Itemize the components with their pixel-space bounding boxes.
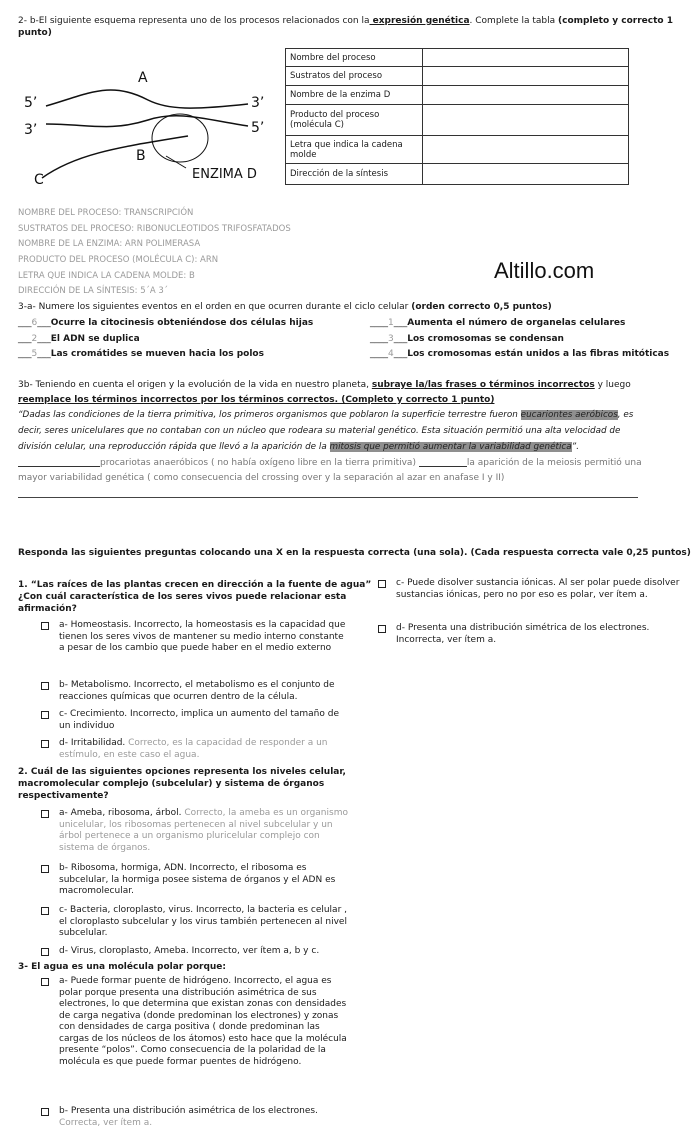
q2-text: 2. Cuál de las siguientes opciones representa los niveles celular, [18,767,346,777]
option-text: Incorrecto, la homeostasis es la capacidad que tienen los seres vivos de mantener su medio interno constante a pesar de los cambio que puede haber en el medio externo [59,620,346,653]
q3-text: 3- El agua es una molécula polar porque: [18,962,226,972]
table-row [286,164,629,185]
checkbox-icon[interactable] [41,740,49,748]
table-row [286,136,629,164]
label-enzima-d: ENZIMA D [192,167,257,182]
q3b-heading [18,380,631,391]
q3a-heading [18,302,552,313]
table-row-label: Nombre de la enzima D [286,86,423,105]
q3b-answer-2: la aparición de la meiosis permitió una [466,458,642,468]
q1-text2: ¿Con cuál característica de los seres vivos puede relacionar esta [18,592,347,602]
q3a-heading-points: (orden correcto 0,5 puntos) [411,302,552,312]
label-a: A [138,70,148,86]
option-text: Incorrecto, ver ítem a, b y c. [188,946,320,956]
checkbox-icon[interactable] [41,978,49,986]
q3a-item[interactable]: ____1___Aumenta el número de organelas celulares [370,318,626,328]
checkbox-icon[interactable] [41,810,49,818]
q3b-p1-end: , es [617,410,634,420]
checkbox-icon[interactable] [41,622,49,630]
q3a-item-number: 2 [31,334,38,344]
option-label: d- Irritabilidad. [59,738,126,748]
q2-option-c[interactable] [59,905,349,940]
q2b-heading [18,16,673,27]
table-row-label: Producto del proceso (molécula C) [286,105,423,136]
q3b-paragraph-line1 [18,410,633,421]
table-row [286,49,629,67]
option-text: Correcta, ver ítem a. [59,1117,153,1128]
q2-option-b[interactable] [59,863,349,898]
q2-text3: respectivamente? [18,791,109,801]
answer-line: NOMBRE DE LA ENZIMA: ARN POLIMERASA [18,239,201,249]
q1-option-a[interactable] [59,620,349,655]
q3a-item[interactable]: ____4___Los cromosomas están unidos a las fibras mitóticas [370,349,670,359]
option-text: Correcto, la ameba es un organismo unicelular, los ribosomas pertenecen al nivel subcelular y un árbol pertenece a un organismo pluricelular complejo con sistema de órganos. [59,808,348,853]
q2b-heading-link: expresión genética [369,16,470,26]
option-label: d- [396,623,408,633]
q3b-answer-3: mayor variabilidad genética ( como consecuencia del crossing over y la separación al azar en anafase I y II) [18,473,505,483]
label-3-left: 3’ [24,122,38,138]
label-3-right: 3’ [251,95,265,111]
answer-line: DIRECCIÓN DE LA SÍNTESIS: 5´A 3´ [18,286,169,296]
checkbox-icon[interactable] [41,1108,49,1116]
q1-option-c[interactable] [59,709,349,732]
q3b-answer-line[interactable] [18,458,642,469]
option-label: b- Ribosoma, hormiga, ADN. [59,863,187,873]
table-answer-cell[interactable] [423,49,629,67]
q3a-item[interactable]: ___6___Ocurre la citocinesis obteniéndose dos células hijas [18,318,314,328]
option-label: d- Virus, cloroplasto, Ameba. [59,946,189,956]
table-answer-cell[interactable] [423,86,629,105]
q3a-item[interactable]: ____3___Los cromosomas se condensan [370,334,564,344]
option-text: Incorrecto, el metabolismo es el conjunto de reacciones químicas que ocurren dentro de la célula. [59,680,335,702]
option-label: a- Puede formar puente de hidrógeno. [59,976,232,986]
q2b-heading-points: (completo y correcto 1 [558,16,673,26]
table-row [286,86,629,105]
table-row [286,105,629,136]
answer-line: PRODUCTO DEL PROCESO (MOLÉCULA C): ARN [18,255,219,265]
q3a-item-number: 5 [31,349,38,359]
highlight-mitosis: mitosis que permitió aumentar la variabilidad genética [329,442,572,452]
table-row-label: Sustratos del proceso [286,67,423,86]
transcription-diagram [18,60,280,190]
q2-option-a[interactable] [59,808,349,854]
q3b-p1-text: “Dadas las condiciones de la tierra primitiva, los primeros organismos que poblaron la superficie terrestre fueron [18,410,521,420]
option-text: Incorrecto, implica un aumento del tamaño de un individuo [59,709,339,731]
q3b-p3-text: división celular, una reproducción rápida que llevó a la aparición de la [18,442,330,452]
q1-text3: afirmación? [18,604,77,614]
q2b-heading-text: 2- b-El siguiente esquema representa uno de los procesos relacionados con la [18,16,370,26]
label-5-left: 5’ [24,95,38,111]
q3a-item-text: Las cromátides se mueven hacia los polos [50,349,264,359]
divider [18,497,638,498]
right-option-d[interactable] [396,623,686,646]
right-option-c[interactable] [396,578,686,601]
checkbox-icon[interactable] [41,948,49,956]
table-row [286,67,629,86]
q3b-p3-end: ”. [571,442,580,452]
option-label: c- Bacteria, cloroplasto, virus. [59,905,194,915]
mc-heading: Responda las siguientes preguntas colocando una X en la respuesta correcta (una sola). (Cada respuesta correcta vale 0,25 puntos) [18,548,691,558]
q1-option-d[interactable] [59,738,349,761]
option-text: Puede disolver sustancia iónicas. Al ser polar puede disolver sustancias iónicas, pero no por eso es polar, ver ítem a. [396,578,680,600]
q3b-heading-underlined: subraye la/las frases o términos incorrectos [371,380,595,390]
table-answer-cell[interactable] [423,67,629,86]
q1-text: 1. “Las raíces de las plantas crecen en dirección a la fuente de agua” [18,580,372,590]
q3a-item[interactable]: ___5___Las cromátides se mueven hacia los polos [18,349,264,359]
altillo-watermark: Altillo.com [494,258,595,283]
checkbox-icon[interactable] [378,580,386,588]
option-label: a- Ameba, ribosoma, árbol. [59,808,182,818]
q2-option-d[interactable] [59,946,349,958]
q3a-heading-text: 3-a- Numere los siguientes eventos en el orden en que ocurren durante el ciclo celular [18,302,412,312]
checkbox-icon[interactable] [378,625,386,633]
q3b-heading-line2: reemplace los términos incorrectos por los términos correctos. (Completo y correcto 1 punto) [18,395,495,405]
table-row-label: Nombre del proceso [286,49,423,67]
q3b-answer-1: procariotas anaeróbicos ( no había oxígeno libre en la tierra primitiva) [100,458,416,468]
q3b-paragraph-line2: decir, seres unicelulares que no contaban con un núcleo que rodeara su material genético. Esta situación permitió una alta velocidad de [18,426,621,436]
q2b-heading-text2: . Complete la tabla [469,16,559,26]
option-text: Incorrecto, el ribosoma es subcelular, la hormiga posee sistema de órganos y el ADN es macromolecular. [59,863,336,896]
label-c: C [34,172,44,188]
checkbox-icon[interactable] [41,682,49,690]
q1-option-b[interactable] [59,680,349,703]
table-row-label: Letra que indica la cadena molde [286,136,423,164]
q2b-heading-points2: punto) [18,28,52,38]
answer-line: LETRA QUE INDICA LA CADENA MOLDE: B [18,271,195,281]
option-text: Presenta una distribución simétrica de los electrones. Incorrecta, ver ítem a. [396,623,650,645]
process-table [285,48,629,185]
checkbox-icon[interactable] [41,711,49,719]
q3-option-b[interactable] [59,1106,349,1129]
q3a-item-text: El ADN se duplica [50,334,140,344]
q3a-item-number: 4 [388,349,394,359]
table-row-label: Dirección de la síntesis [286,164,423,185]
checkbox-icon[interactable] [41,865,49,873]
q3b-paragraph-line3 [18,442,579,453]
option-text: Incorrecto, el agua es polar porque presenta una distribución asimétrica de sus electrones, lo que determina que existan zonas con densidades de carga negativa (donde predominan los electrones) y zonas con densidades de carga positiva ( donde predominan las cargas de los núcleos de los átomos) esto hace que la molécula presente “polos”. Como consecuencia de la polaridad de la molécula es que puede formar puentes de hidrógeno. [59,976,347,1067]
option-text: Incorrecto, la bacteria es celular , el cloroplasto subcelular y los virus también pertenecen al nivel subcelular. [59,905,347,938]
option-label: c- [396,578,408,588]
option-label: b- Metabolismo. [59,680,132,690]
option-text: Correcto, es la capacidad de responder a un estímulo, en este caso el agua. [59,738,328,760]
answer-line: SUSTRATOS DEL PROCESO: RIBONUCLEOTIDOS TRIFOSFATADOS [18,224,291,234]
table-answer-cell[interactable] [423,136,629,164]
q2-text2: macromolecular complejo (subcelular) y sistema de órganos [18,779,325,789]
option-label: b- Presenta una distribución asimétrica de los electrones. [59,1106,318,1116]
label-b: B [136,148,146,164]
q3-option-a[interactable] [59,976,349,1068]
table-answer-cell[interactable] [423,105,629,136]
q3a-item-number: 1 [388,318,394,328]
q3a-item-number: 6 [31,318,38,328]
q3b-heading-text2: y luego [594,380,631,390]
label-5-right: 5’ [251,120,265,136]
q3a-item-text: Los cromosomas se condensan [407,334,564,344]
q3a-item-text: Aumenta el número de organelas celulares [407,318,626,328]
option-label: c- Crecimiento. [59,709,128,719]
highlight-eucariontes: eucariontes aeróbicos [520,410,618,420]
q3a-item[interactable]: ___2___El ADN se duplica [18,334,140,344]
q3a-item-text: Ocurre la citocinesis obteniéndose dos células hijas [50,318,314,328]
q3a-item-text: Los cromosomas están unidos a las fibras mitóticas [407,349,670,359]
q3a-item-number: 3 [388,334,394,344]
q3b-heading-text: 3b- Teniendo en cuenta el origen y la evolución de la vida en nuestro planeta, [18,380,372,390]
option-label: a- Homeostasis. [59,620,132,630]
answer-line: NOMBRE DEL PROCESO: TRANSCRIPCIÓN [18,208,194,218]
table-answer-cell[interactable] [423,164,629,185]
checkbox-icon[interactable] [41,907,49,915]
